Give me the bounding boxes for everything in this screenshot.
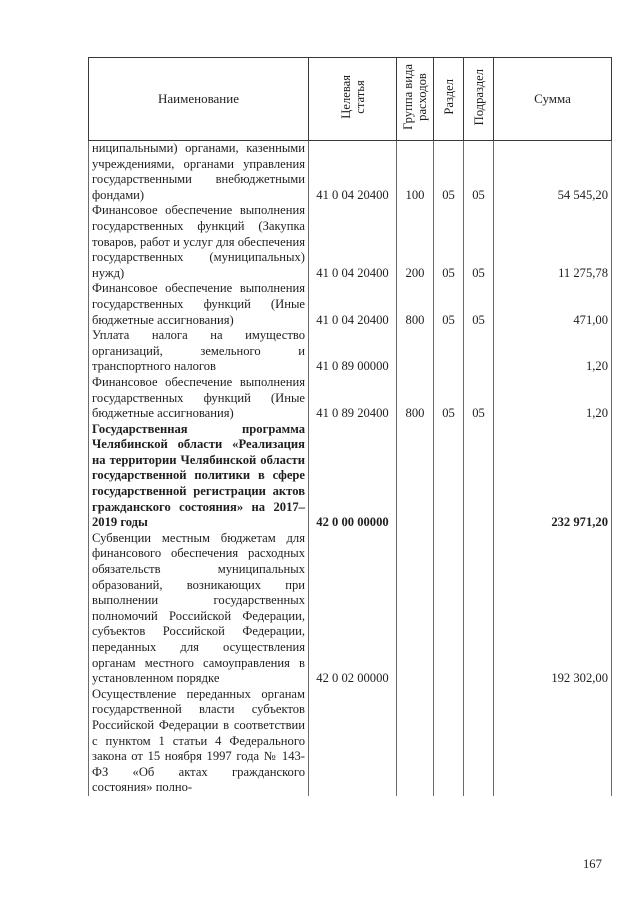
row-group: 800: [397, 281, 434, 328]
row-group: 800: [397, 375, 434, 422]
header-amount: Сумма: [494, 58, 612, 141]
table-row: [89, 203, 612, 281]
row-article: 41 0 89 00000: [309, 328, 397, 375]
header-expense-group: Группа вида расходов: [397, 58, 434, 141]
header-section: Раздел: [434, 58, 464, 141]
table-row: [89, 281, 612, 328]
budget-table: [88, 57, 612, 796]
row-article: 41 0 89 20400: [309, 375, 397, 422]
row-subsection: 05: [464, 141, 494, 204]
row-article: 42 0 00 00000: [309, 422, 397, 531]
row-group: [397, 422, 434, 531]
row-section: 05: [434, 141, 464, 204]
row-section: [434, 328, 464, 375]
page-number: 167: [583, 857, 602, 871]
row-name: Осуществление переданных органам государственной власти субъектов Российской Федерации в соответствии с пунктом 1 статьи 4 Федерального закона от 15 ноября 1997 года № 143-ФЗ «Об актах гражданского состояния» полно-: [89, 687, 309, 796]
row-article: 41 0 04 20400: [309, 141, 397, 204]
row-section: 05: [434, 203, 464, 281]
row-amount: 232 971,20: [494, 422, 612, 531]
table-row: [89, 375, 612, 422]
row-amount: [494, 687, 612, 796]
row-amount: 192 302,00: [494, 531, 612, 687]
table-row: [89, 687, 612, 796]
row-section: [434, 422, 464, 531]
row-name: ниципальными) органами, казенными учреждениями, органами управления государственными внебюджетными фондами): [89, 141, 309, 204]
row-name: Субвенции местным бюджетам для финансового обеспечения расходных обязательств муниципальных образований, возникающих при выполнении государственных полномочий Российской Федерации, субъектов Российской Федерации, переданных для осуществления органам местного самоуправления в установленном порядке: [89, 531, 309, 687]
table-header-row: [89, 58, 612, 141]
row-article: 42 0 02 00000: [309, 531, 397, 687]
row-subsection: [464, 687, 494, 796]
header-name: Наименование: [89, 58, 309, 141]
row-article: 41 0 04 20400: [309, 281, 397, 328]
row-section: [434, 531, 464, 687]
row-group: [397, 687, 434, 796]
row-amount: 54 545,20: [494, 141, 612, 204]
row-article: 41 0 04 20400: [309, 203, 397, 281]
row-name: Государственная программа Челябинской области «Реализация на территории Челябинской области государственной политики в сфере государственной регистрации актов гражданского состояния» на 2017–2019 годы: [89, 422, 309, 531]
row-group: [397, 531, 434, 687]
row-section: [434, 687, 464, 796]
row-amount: 1,20: [494, 328, 612, 375]
row-name: Уплата налога на имущество организаций, земельного и транспортного налогов: [89, 328, 309, 375]
row-article: [309, 687, 397, 796]
row-group: 200: [397, 203, 434, 281]
row-section: 05: [434, 375, 464, 422]
row-name: Финансовое обеспечение выполнения государственных функций (Закупка товаров, работ и услуг для обеспечения государственных (муниципальных) нужд): [89, 203, 309, 281]
header-subsection: Подраздел: [464, 58, 494, 141]
table-row: [89, 328, 612, 375]
row-subsection: 05: [464, 281, 494, 328]
row-amount: 11 275,78: [494, 203, 612, 281]
table-row: [89, 141, 612, 204]
row-group: 100: [397, 141, 434, 204]
row-subsection: [464, 531, 494, 687]
row-subsection: 05: [464, 203, 494, 281]
row-group: [397, 328, 434, 375]
row-name: Финансовое обеспечение выполнения государственных функций (Иные бюджетные ассигнования): [89, 281, 309, 328]
row-amount: 1,20: [494, 375, 612, 422]
row-name: Финансовое обеспечение выполнения государственных функций (Иные бюджетные ассигнования): [89, 375, 309, 422]
row-section: 05: [434, 281, 464, 328]
header-target-article: Целевая статья: [309, 58, 397, 141]
row-subsection: [464, 328, 494, 375]
row-subsection: [464, 422, 494, 531]
row-subsection: 05: [464, 375, 494, 422]
table-row: [89, 531, 612, 687]
table-row-program: [89, 422, 612, 531]
row-amount: 471,00: [494, 281, 612, 328]
